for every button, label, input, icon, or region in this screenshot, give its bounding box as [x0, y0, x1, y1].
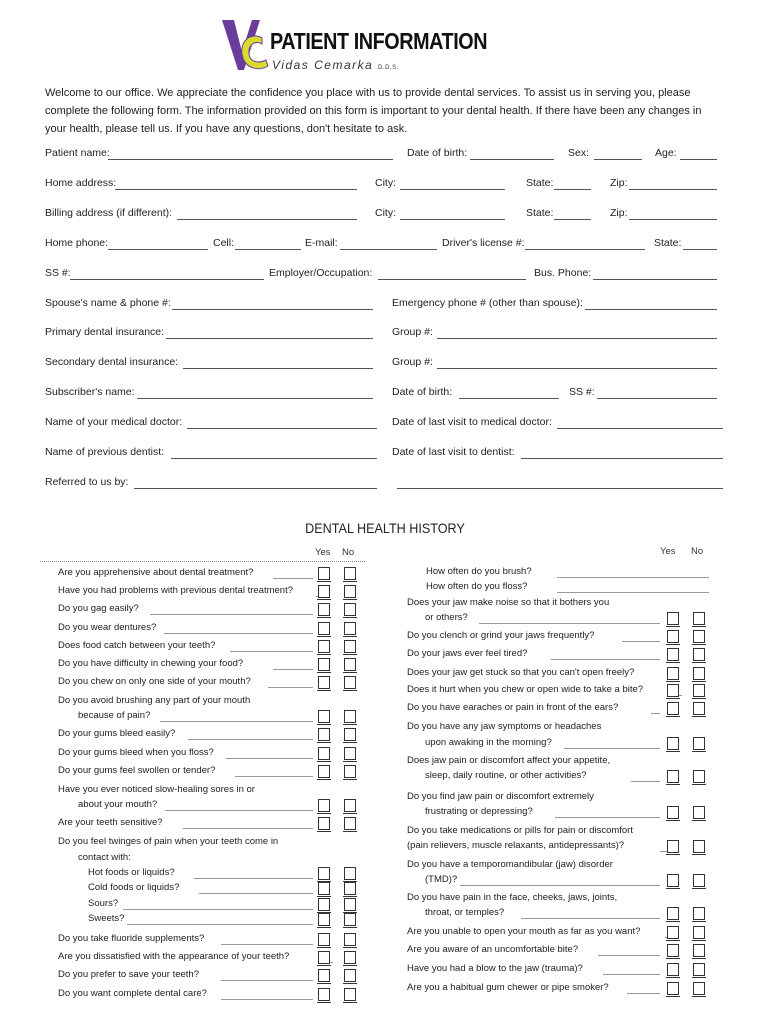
left-no-checkbox[interactable] — [344, 603, 356, 616]
home-phone-field[interactable] — [108, 249, 208, 250]
left-question: Sweets? — [88, 913, 125, 924]
left-yes-checkbox[interactable] — [318, 603, 330, 616]
right-answer-field[interactable] — [557, 592, 709, 593]
left-no-checkbox[interactable] — [344, 567, 356, 580]
dotted-leader — [631, 781, 661, 782]
left-yes-checkbox[interactable] — [318, 585, 330, 598]
right-yes-checkbox[interactable] — [667, 737, 679, 750]
right-question: (pain relievers, muscle relaxants, antidepressants)? — [407, 840, 625, 851]
right-no-checkbox[interactable] — [693, 612, 705, 625]
patient-name-field[interactable] — [108, 159, 393, 160]
medical-doctor-field[interactable] — [187, 428, 377, 429]
left-yes-checkbox[interactable] — [318, 747, 330, 760]
subscriber-field[interactable] — [137, 398, 373, 399]
right-question: How often do you floss? — [426, 581, 528, 592]
dotted-leader — [123, 909, 314, 910]
left-yes-checkbox[interactable] — [318, 898, 330, 911]
left-no-checkbox[interactable] — [344, 676, 356, 689]
row-medical-doctor: Name of your medical doctor: Date of last visit to medical doctor: — [45, 416, 725, 432]
right-question: Do you have earaches or pain in front of the ears? — [407, 702, 619, 713]
left-no-checkbox[interactable] — [344, 747, 356, 760]
right-yes-checkbox[interactable] — [667, 963, 679, 976]
left-no-checkbox[interactable] — [344, 933, 356, 946]
left-question: Have you ever noticed slow-healing sores in or — [58, 784, 255, 795]
dotted-leader — [273, 669, 313, 670]
left-no-checkbox[interactable] — [344, 817, 356, 830]
left-yes-checkbox[interactable] — [318, 913, 330, 926]
left-yes-checkbox[interactable] — [318, 988, 330, 1001]
right-no-checkbox[interactable] — [693, 944, 705, 957]
left-no-header: No — [342, 547, 355, 558]
right-question: Do you find jaw pain or discomfort extremely — [407, 791, 594, 802]
dotted-leader — [183, 828, 313, 829]
right-yes-checkbox[interactable] — [667, 806, 679, 819]
age-field[interactable] — [680, 159, 717, 160]
left-yes-checkbox[interactable] — [318, 567, 330, 580]
left-question: Do you have difficulty in chewing your food? — [58, 658, 244, 669]
right-no-checkbox[interactable] — [693, 840, 705, 853]
right-question: Do your jaws ever feel tired? — [407, 648, 528, 659]
right-question: Have you had a blow to the jaw (trauma)? — [407, 963, 583, 974]
state-field[interactable] — [554, 189, 591, 190]
primary-insurance-field[interactable] — [166, 338, 373, 339]
dotted-leader — [564, 748, 660, 749]
right-yes-checkbox[interactable] — [667, 874, 679, 887]
left-question: Hot foods or liquids? — [88, 867, 175, 878]
left-yes-checkbox[interactable] — [318, 817, 330, 830]
dotted-leader — [622, 641, 660, 642]
right-question: Are you aware of an uncomfortable bite? — [407, 944, 579, 955]
dotted-leader — [521, 918, 660, 919]
left-question: Do your gums feel swollen or tender? — [58, 765, 216, 776]
practice-logo — [218, 16, 270, 76]
last-visit-doctor-field[interactable] — [557, 428, 723, 429]
dotted-leader — [160, 721, 313, 722]
right-question: (TMD)? — [425, 874, 458, 885]
dotted-leader — [127, 924, 313, 925]
right-yes-checkbox[interactable] — [667, 840, 679, 853]
right-no-checkbox[interactable] — [693, 907, 705, 920]
left-question: Sours? — [88, 898, 119, 909]
right-yes-header: Yes — [660, 546, 676, 557]
dotted-leader — [551, 659, 660, 660]
left-question: Do you feel twinges of pain when your teeth come in — [58, 836, 279, 847]
zip-field[interactable] — [629, 189, 717, 190]
emergency-phone-field[interactable] — [585, 309, 717, 310]
home-address-field[interactable] — [115, 189, 357, 190]
right-no-checkbox[interactable] — [693, 648, 705, 661]
subscriber-ssn-field[interactable] — [597, 398, 717, 399]
right-question: Are you a habitual gum chewer or pipe smoker? — [407, 982, 609, 993]
left-yes-checkbox[interactable] — [318, 765, 330, 778]
right-no-checkbox[interactable] — [693, 684, 705, 697]
right-no-checkbox[interactable] — [693, 702, 705, 715]
email-field[interactable] — [340, 249, 437, 250]
license-state-field[interactable] — [683, 249, 717, 250]
dotted-leader — [651, 713, 661, 714]
row-spouse: Spouse's name & phone #: Emergency phone # (other than spouse): — [45, 297, 725, 313]
right-no-checkbox[interactable] — [693, 874, 705, 887]
left-no-checkbox[interactable] — [344, 988, 356, 1001]
dotted-leader — [226, 758, 314, 759]
right-no-checkbox[interactable] — [693, 737, 705, 750]
left-yes-checkbox[interactable] — [318, 933, 330, 946]
right-question: frustrating or depressing? — [425, 806, 533, 817]
row-patient-name: Patient name: Date of birth: Sex: Age: — [45, 147, 725, 163]
dotted-leader — [555, 817, 661, 818]
drivers-license-field[interactable] — [525, 249, 645, 250]
dotted-leader — [627, 993, 660, 994]
dotted-leader — [230, 651, 313, 652]
left-yes-checkbox[interactable] — [318, 658, 330, 671]
left-question: Are you apprehensive about dental treatment? — [58, 567, 254, 578]
left-yes-checkbox[interactable] — [318, 676, 330, 689]
left-no-checkbox[interactable] — [344, 728, 356, 741]
left-yes-checkbox[interactable] — [318, 951, 330, 964]
left-question: Do you avoid brushing any part of your mouth — [58, 695, 251, 706]
left-question: Are you dissatisfied with the appearance of your teeth? — [58, 951, 290, 962]
left-no-checkbox[interactable] — [344, 882, 356, 895]
previous-dentist-field[interactable] — [171, 458, 377, 459]
left-yes-checkbox[interactable] — [318, 728, 330, 741]
referred-extra-field[interactable] — [397, 488, 723, 489]
right-question: Do you have a temporomandibular (jaw) disorder — [407, 859, 613, 870]
row-phones: Home phone: Cell: E-mail: Driver's license #: State: — [45, 237, 725, 253]
left-question: Are your teeth sensitive? — [58, 817, 163, 828]
left-no-checkbox[interactable] — [344, 969, 356, 982]
primary-group-field[interactable] — [437, 338, 717, 339]
right-question: Do you clench or grind your jaws frequently? — [407, 630, 595, 641]
right-question: Do you have pain in the face, cheeks, jaws, joints, — [407, 892, 618, 903]
left-no-checkbox[interactable] — [344, 951, 356, 964]
left-yes-checkbox[interactable] — [318, 622, 330, 635]
dotted-leader — [479, 623, 661, 624]
left-no-checkbox[interactable] — [344, 710, 356, 723]
left-no-checkbox[interactable] — [344, 658, 356, 671]
right-question: sleep, daily routine, or other activities? — [425, 770, 587, 781]
right-question: Does your jaw get stuck so that you can't open freely? — [407, 667, 635, 678]
ssn-field[interactable] — [70, 279, 264, 280]
secondary-insurance-field[interactable] — [183, 368, 373, 369]
row-referred: Referred to us by: — [45, 476, 725, 492]
right-yes-checkbox[interactable] — [667, 648, 679, 661]
employer-field[interactable] — [378, 279, 526, 280]
left-question: Do your gums bleed easily? — [58, 728, 176, 739]
dotted-leader — [164, 633, 313, 634]
left-question: Do you want complete dental care? — [58, 988, 207, 999]
left-question: because of pain? — [78, 710, 151, 721]
right-yes-checkbox[interactable] — [667, 926, 679, 939]
right-question: Do you have any jaw symptoms or headaches — [407, 721, 602, 732]
left-no-checkbox[interactable] — [344, 622, 356, 635]
right-no-checkbox[interactable] — [693, 926, 705, 939]
bus-phone-field[interactable] — [593, 279, 717, 280]
left-question: Do you chew on only one side of your mouth? — [58, 676, 251, 687]
right-yes-checkbox[interactable] — [667, 667, 679, 680]
right-no-checkbox[interactable] — [693, 963, 705, 976]
right-question: Are you unable to open your mouth as far as you want? — [407, 926, 641, 937]
dotted-leader — [603, 974, 660, 975]
subscriber-dob-field[interactable] — [459, 398, 559, 399]
right-question: throat, or temples? — [425, 907, 505, 918]
right-yes-checkbox[interactable] — [667, 702, 679, 715]
right-answer-field[interactable] — [557, 577, 709, 578]
right-question: or others? — [425, 612, 468, 623]
dotted-leader — [150, 614, 314, 615]
billing-city-field[interactable] — [400, 219, 505, 220]
dotted-leader — [221, 999, 313, 1000]
left-no-checkbox[interactable] — [344, 898, 356, 911]
dotted-leader — [165, 810, 313, 811]
left-yes-checkbox[interactable] — [318, 882, 330, 895]
right-yes-checkbox[interactable] — [667, 770, 679, 783]
dental-history-title: DENTAL HEALTH HISTORY — [305, 520, 465, 536]
right-yes-checkbox[interactable] — [667, 907, 679, 920]
right-yes-checkbox[interactable] — [667, 982, 679, 995]
right-yes-checkbox[interactable] — [667, 612, 679, 625]
left-yes-header: Yes — [315, 547, 331, 558]
right-no-header: No — [691, 546, 704, 557]
dotted-leader — [221, 980, 313, 981]
row-ssn: SS #: Employer/Occupation: Bus. Phone: — [45, 267, 725, 283]
right-question: upon awaking in the morning? — [425, 737, 552, 748]
dotted-leader — [273, 578, 313, 579]
right-question: Does your jaw make noise so that it bothers you — [407, 597, 610, 608]
left-no-checkbox[interactable] — [344, 640, 356, 653]
right-no-checkbox[interactable] — [693, 667, 705, 680]
last-visit-dentist-field[interactable] — [521, 458, 723, 459]
left-no-checkbox[interactable] — [344, 585, 356, 598]
right-question: Do you take medications or pills for pain or discomfort — [407, 825, 633, 836]
left-no-checkbox[interactable] — [344, 765, 356, 778]
row-primary-insurance: Primary dental insurance: Group #: — [45, 326, 725, 342]
left-question: Do you prefer to save your teeth? — [58, 969, 199, 980]
dotted-leader — [460, 885, 661, 886]
billing-address-field[interactable] — [177, 219, 357, 220]
left-question: Cold foods or liquids? — [88, 882, 180, 893]
left-no-checkbox[interactable] — [344, 867, 356, 880]
secondary-group-field[interactable] — [437, 368, 717, 369]
right-question: Does jaw pain or discomfort affect your appetite, — [407, 755, 611, 766]
left-yes-checkbox[interactable] — [318, 867, 330, 880]
left-no-checkbox[interactable] — [344, 799, 356, 812]
dotted-leader — [199, 893, 314, 894]
right-no-checkbox[interactable] — [693, 770, 705, 783]
right-yes-checkbox[interactable] — [667, 630, 679, 643]
dob-field[interactable] — [470, 159, 554, 160]
left-question: about your mouth? — [78, 799, 158, 810]
referred-field[interactable] — [134, 488, 377, 489]
intro-paragraph: Welcome to our office. We appreciate the confidence you place with us to provide dental services. To assist us in serving you, please complete the following form. The information provided on this form is important to your dental health. If there have been any changes in your health, please tell us. If you have any questions, don't hesitate to ask. — [45, 87, 702, 135]
left-question: contact with: — [78, 852, 131, 863]
dotted-leader — [268, 687, 313, 688]
billing-zip-field[interactable] — [629, 219, 717, 220]
right-yes-checkbox[interactable] — [667, 944, 679, 957]
cell-field[interactable] — [235, 249, 301, 250]
row-previous-dentist: Name of previous dentist: Date of last visit to dentist: — [45, 446, 725, 462]
left-header-rule — [40, 561, 365, 562]
left-question: Do you gag easily? — [58, 603, 139, 614]
spouse-field[interactable] — [172, 309, 373, 310]
left-question: Do your gums bleed when you floss? — [58, 747, 214, 758]
right-no-checkbox[interactable] — [693, 982, 705, 995]
left-question: Does food catch between your teeth? — [58, 640, 216, 651]
left-question: Do you take fluoride supplements? — [58, 933, 205, 944]
row-secondary-insurance: Secondary dental insurance: Group #: — [45, 356, 725, 372]
dotted-leader — [194, 878, 313, 879]
dotted-leader — [188, 739, 314, 740]
left-yes-checkbox[interactable] — [318, 969, 330, 982]
sex-field[interactable] — [594, 159, 642, 160]
left-no-checkbox[interactable] — [344, 913, 356, 926]
dotted-leader — [598, 955, 660, 956]
row-subscriber: Subscriber's name: Date of birth: SS #: — [45, 386, 725, 402]
dotted-leader — [221, 944, 313, 945]
left-question: Do you wear dentures? — [58, 622, 157, 633]
right-no-checkbox[interactable] — [693, 806, 705, 819]
right-question: How often do you brush? — [426, 566, 532, 577]
left-question: Have you had problems with previous dental treatment? — [58, 585, 293, 596]
right-yes-checkbox[interactable] — [667, 684, 679, 697]
dotted-leader — [235, 776, 313, 777]
right-no-checkbox[interactable] — [693, 630, 705, 643]
row-home-address: Home address: City: State: Zip: — [45, 177, 725, 193]
billing-state-field[interactable] — [554, 219, 591, 220]
doctor-name: Vidas Cemarka D.D.S. — [272, 58, 399, 72]
row-billing-address: Billing address (if different): City: State: Zip: — [45, 207, 725, 223]
left-yes-checkbox[interactable] — [318, 799, 330, 812]
left-yes-checkbox[interactable] — [318, 710, 330, 723]
page-title: PATIENT INFORMATION — [270, 28, 488, 54]
city-field[interactable] — [400, 189, 505, 190]
right-question: Does it hurt when you chew or open wide to take a bite? — [407, 684, 644, 695]
left-yes-checkbox[interactable] — [318, 640, 330, 653]
